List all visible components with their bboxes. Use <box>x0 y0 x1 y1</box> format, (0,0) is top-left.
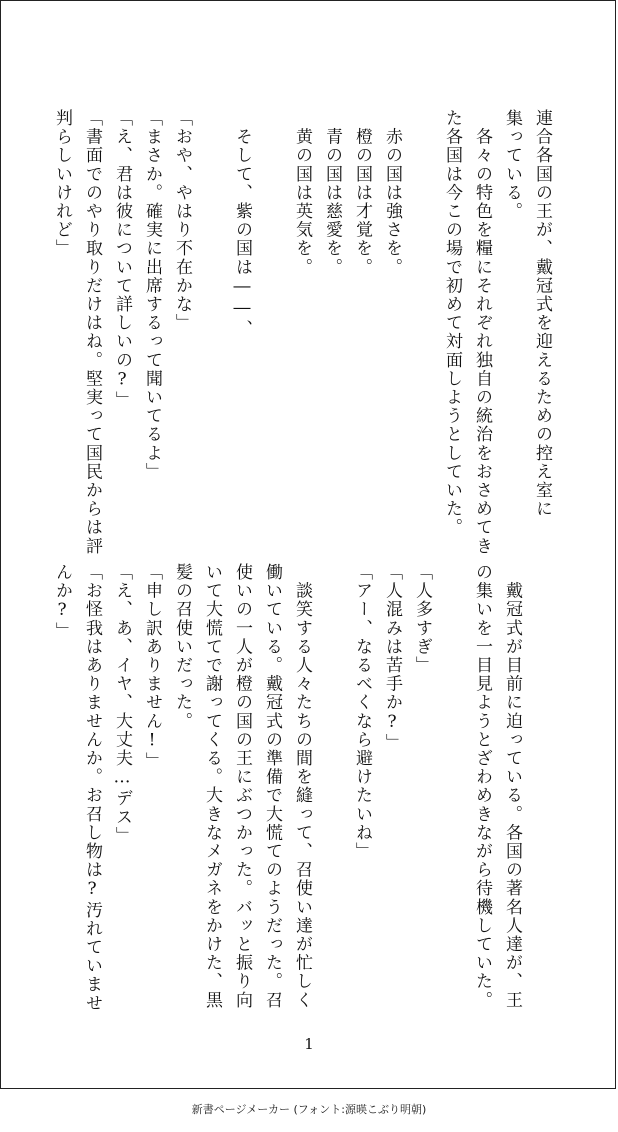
text-line: 各々の特色を糧にそれぞれ独自の統治をおさめてき <box>472 109 492 556</box>
text-line: 連合各国の王が、戴冠式を迎えるための控え室に <box>532 109 552 519</box>
blank-line <box>197 109 227 539</box>
text-line: 「え、君は彼について詳しいの?」 <box>112 109 132 410</box>
text-line: の集いを一目見ようとざわめきながら待機していた。 <box>472 563 492 1010</box>
blank-line <box>407 109 437 539</box>
text-line: 「え、あ、イヤ、大丈夫…デス」 <box>112 563 132 845</box>
text-line: 「お怪我はありませんか。お召し物は?汚れていませ <box>82 563 102 1013</box>
blank-line <box>257 109 287 539</box>
text-line: 青の国は慈愛を。 <box>322 109 342 277</box>
text-line: そして、紫の国は――、 <box>232 109 252 339</box>
blank-line <box>437 563 467 1013</box>
text-line: た各国は今この場で初めて対面しようとしていた。 <box>442 109 462 537</box>
text-line: 「人多すぎ」 <box>412 563 432 675</box>
text-line: 判らしいけれど」 <box>52 109 72 258</box>
text-line: 「申し訳ありません!」 <box>142 563 162 771</box>
text-line: 「アー、なるべくなら避けたいね」 <box>352 563 372 861</box>
text-block-upper <box>47 109 557 556</box>
text-line: 橙の国は才覚を。 <box>352 109 372 277</box>
blank-line <box>317 563 347 1013</box>
text-line: 「人混みは苦手か?」 <box>382 563 402 752</box>
text-line: 使いの一人が橙の国の王にぶつかった。バッと振り向 <box>232 563 252 1010</box>
text-line: 「書面でのやり取りだけはね。堅実って国民からは評 <box>82 109 102 556</box>
footer-caption: 新書ページメーカー (フォント:源暎こぶり明朝) <box>191 1103 427 1116</box>
text-block-lower <box>47 563 527 1013</box>
text-line: 戴冠式が目前に迫っている。各国の著名人達が、王 <box>502 563 522 1010</box>
text-line: 黄の国は英気を。 <box>292 109 312 277</box>
text-line: 働いている。戴冠式の準備で大慌てのようだった。召 <box>262 563 282 1010</box>
text-line: 「まさか。確実に出席するって聞いてるよ」 <box>142 109 162 481</box>
text-line: 髪の召使いだった。 <box>172 563 192 731</box>
text-line: 赤の国は強さを。 <box>382 109 402 277</box>
text-line: 「おや、やはり不在かな」 <box>172 109 192 333</box>
text-line: 談笑する人々たちの間を縫って、召使い達が忙しく <box>292 563 312 1010</box>
text-line: んか?」 <box>52 563 72 641</box>
text-line: いて大慌てで謝ってくる。大きなメガネをかけた、黒 <box>202 563 222 1010</box>
page-number: 1 <box>304 1035 314 1053</box>
text-line: 集っている。 <box>502 109 522 221</box>
